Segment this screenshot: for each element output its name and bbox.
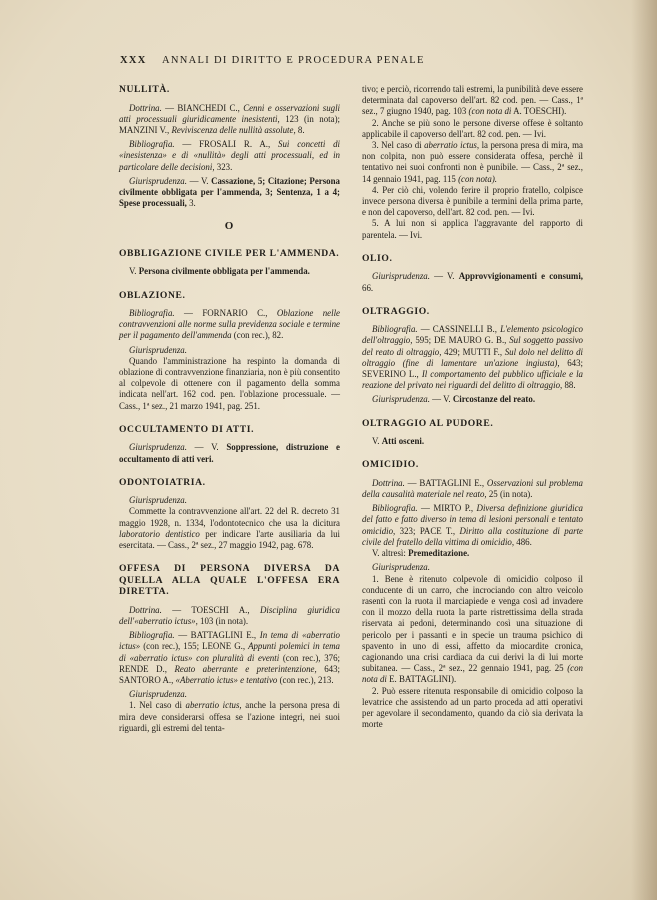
cross-reference: V. Persona civilmente obbligata per l'ammenda. [129,266,310,277]
left-column [119,84,340,734]
bibliografia-paragraph: Bibliografia. — FROSALI R. A., Sui concetti di «inesistenza» e di «nullità» degli atti processuali, ed in particolare delle decisioni, 323. [119,139,341,172]
bibliografia-paragraph: Bibliografia. — FORNARIO C., Oblazione nelle contravvenzioni alle norme sulla previdenza sociale e termine per il pagamento dell'ammenda (con rec.), 82. [119,308,340,341]
bibliografia-paragraph: Bibliografia. — CASSINELLI B., L'elemento psicologico dell'oltraggio, 595; DE MAURO G. B., Sul soggetto passivo del reato di oltraggio, 429; MUTTI F., Sul dolo nel delitto di oltraggio (fine di lamentare un'azione ingiusta), 643; SEVERINO L., Il comportamento del pubblico ufficiale e la reazione del privato nei riguardi del delitto di oltraggio, 88. [362,324,583,391]
entry-nullita [119,84,340,209]
entry-title: OLTRAGGIO AL PUDORE. [362,417,494,429]
running-title: ANNALI DI DIRITTO E PROCEDURA PENALE [162,55,425,66]
giurisprudenza-paragraph: Giurisprudenza. — V. Soppressione, distruzione e occultamento di atti veri. [119,442,340,464]
numbered-paragraph: 1. Bene è ritenuto colpevole di omicidio colposo il conducente di un carro, che incrociando con altro veicolo rasentì con la ruota il marciapiede e venga così ad invadere con il mozzo della ruota la parte ristrettissima della strada riservata ai pedoni, determinando così una situazione di pericolo per i passanti e in specie un trauma psichico di spavento in uno di essi, affetto da miocardite cronica, cagionando una crisi cardiaca da cui derivi la di lui morte subitanea. — Cass., 2ª sez., 22 gennaio 1941, pag. 25 (con nota di E. BATTAGLINI). [362,573,583,685]
dottrina-paragraph: Dottrina. — BIANCHEDI C., Cenni e osservazioni sugli atti processuali giuridicamente inesistenti, 123 (in nota); MANZINI V., Reviviscenza delle nullità assolute, 8. [119,102,340,135]
giurisprudenza-paragraph: Giurisprudenza. — V. Approvvigionamenti e consumi, 66. [362,271,583,293]
giurisprudenza-paragraph: Quando l'amministrazione ha respinto la domanda di oblazione di contravvenzione finanziaria, non è più consentito al colpevole di ottenere con il pagamento della somma indicata nell'art. 162 cod. pen. l'oblazione processuale. — Cass., 1ª sez., 21 marzo 1941, pag. 251. [119,355,340,411]
dottrina-paragraph: Dottrina. — TOESCHI A., Disciplina giuridica dell'«aberratio ictus», 103 (in nota). [119,604,340,626]
giurisprudenza-paragraph: Giurisprudenza. — V. Circostanze del reato. [372,394,536,405]
giurisprudenza-label: Giurisprudenza. [129,495,187,506]
entry-title: NULLITÀ. [119,84,170,95]
entry-omicidio [362,459,583,730]
giurisprudenza-label: Giurisprudenza. [372,562,430,573]
entry-title: OLTRAGGIO. [362,305,430,317]
entry-oltraggio-pudore [362,418,583,448]
page-edge-shadow [631,0,657,900]
entry-title: OMICIDIO. [362,459,419,471]
numbered-paragraph: 2. Anche se più sono le persone diverse offese è soltanto applicabile il capoverso dell'art. 82 cod. pen. — Ivi. [362,117,583,139]
numbered-paragraph: 3. Nel caso di aberratio ictus, la persona presa di mira, ma non colpita, non può essere considerata offesa, perchè il tentativo nei suoi confronti non è punibile. — Cass., 2ª sez., 14 gennaio 1941, pag. 115 (con nota). [362,140,583,184]
entry-title: OLIO. [362,252,393,264]
entry-title: OBBLIGAZIONE CIVILE PER L'AMMENDA. [119,247,340,259]
entry-title: OBLAZIONE. [119,289,186,301]
entry-odontoiatria [119,477,340,552]
bibliografia-paragraph: Bibliografia. — MIRTO P., Diversa definizione giuridica del fatto e fatto diverso in tema di lesioni personali e tentato omicidio, 323; PACE T., Diritto alla costituzione di parte civile del fratello della vittima di omicidio, 486. [362,503,583,547]
cross-reference: V. Atti osceni. [372,436,425,447]
page-number: XXX [120,55,147,66]
entry-offesa [119,563,340,734]
giurisprudenza-label: Giurisprudenza. [129,344,187,355]
entry-title: OFFESA DI PERSONA DIVERSA DA QUELLA ALLA QUALE L'OFFESA ERA DIRETTA. [119,563,340,598]
giurisprudenza-paragraph: Commette la contravvenzione all'art. 22 del R. decreto 31 maggio 1928, n. 1334, l'odontotecnico che usa la dicitura laboratorio dentistico per indicare l'arte ausiliaria da lui esercitata. — Cass., 2ª sez., 27 maggio 1942, pag. 678. [119,506,340,551]
entry-occultamento [119,424,340,465]
continued-paragraph: tivo; e perciò, ricorrendo tali estremi, la punibilità deve essere determinata dal capoverso dell'art. 82 cod. pen. — Cass., 1ª sez., 7 giugno 1940, pag. 103 (con nota di A. TOESCHI). [362,84,583,117]
bibliografia-paragraph: Bibliografia. — BATTAGLINI E., In tema di «aberratio ictus» (con rec.), 155; LEONE G., Appunti polemici in tema di «aberratio ictus» con pluralità di eventi (con rec.), 376; RENDE D., Reato aberrante e preterintenzione, 643; SANTORO A., «Aberratio ictus» e tentativo (con rec.), 213. [119,630,341,685]
cross-reference: V. altresì: Premeditazione. [372,548,470,559]
numbered-paragraph: 5. A lui non si applica l'aggravante del rapporto di parentela. — Ivi. [362,218,583,240]
numbered-paragraph: 2. Può essere ritenuta responsabile di omicidio colposo la levatrice che assistendo ad un parto proceda ad atti operativi per agevolare il secondamento, quando da ciò sia derivata la morte [362,685,583,730]
giurisprudenza-label: Giurisprudenza. [129,689,187,700]
entry-oblazione [119,290,340,412]
entry-oltraggio [362,306,583,406]
entry-obbligazione [119,248,340,278]
dottrina-paragraph: Dottrina. — BATTAGLINI E., Osservazioni sul problema della causalità materiale nel reato, 25 (in nota). [362,477,583,500]
entry-title: OCCULTAMENTO DI ATTI. [119,423,255,435]
entry-offesa-continued [362,84,583,241]
entry-olio [362,253,583,294]
right-column [362,84,583,730]
section-letter: O [224,220,235,233]
giurisprudenza-paragraph: Giurisprudenza. — V. Cassazione, 5; Citazione; Persona civilmente obbligata per l'ammenda, 3; Sentenza, 1 a 4; Spese processuali, 3. [119,175,340,209]
giurisprudenza-paragraph: 1. Nel caso di aberratio ictus, anche la persona presa di mira deve considerarsi offesa se l'azione integri, nei suoi riguardi, gli estremi del tenta- [119,700,340,733]
entry-title: ODONTOIATRIA. [119,476,206,488]
numbered-paragraph: 4. Per ciò chi, volendo ferire il proprio fratello, colpisce invece persona diversa è punibile a termini della prima parte, e non del capoverso, dell'art. 82 cod. pen. — Ivi. [362,184,583,218]
